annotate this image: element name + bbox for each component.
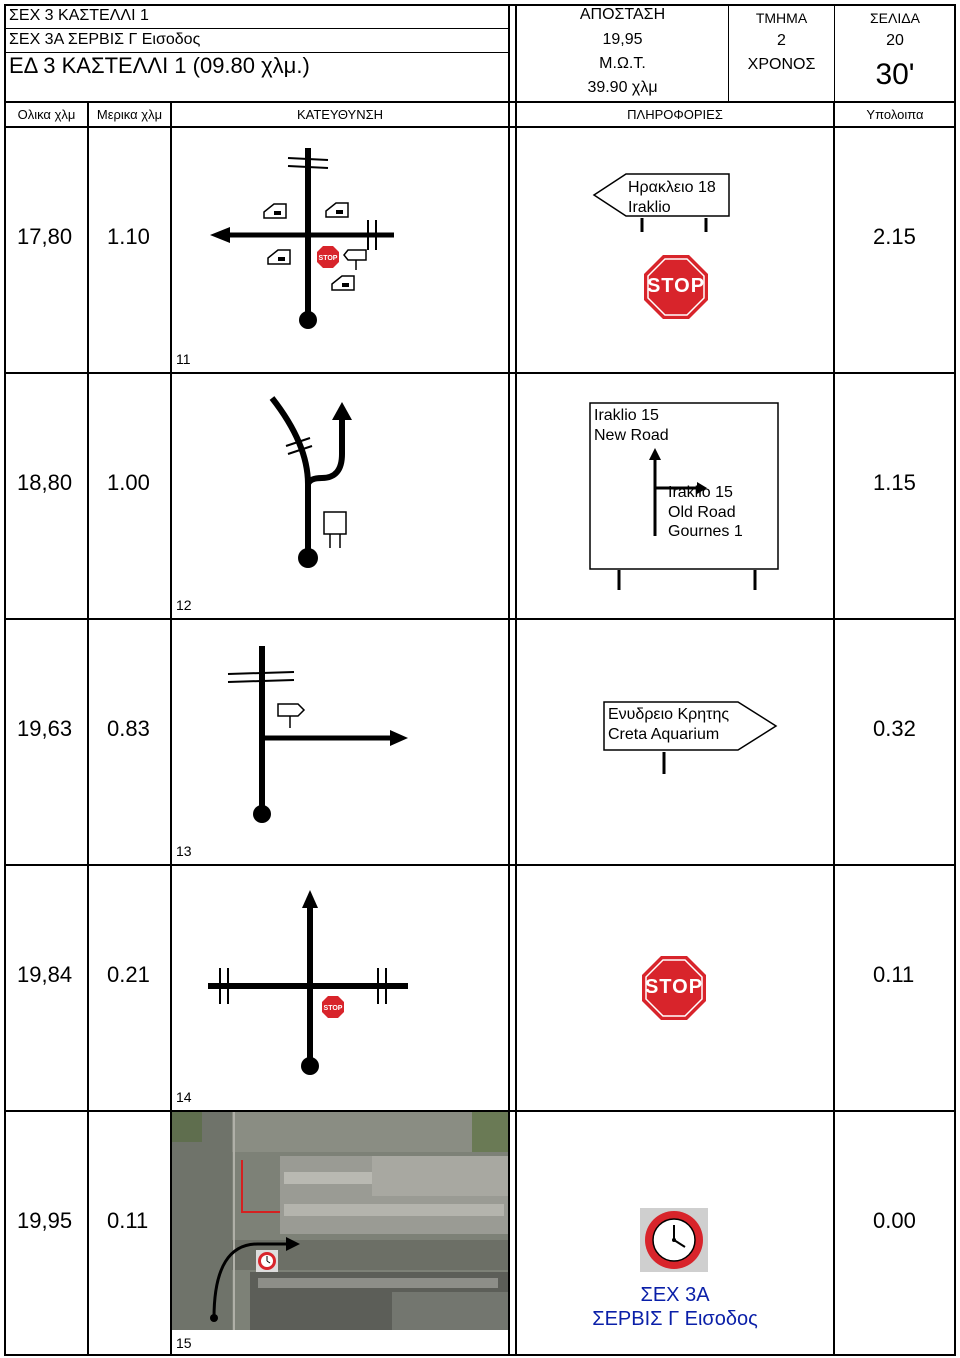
signpost-icon — [344, 250, 366, 270]
row-number: 11 — [176, 351, 191, 367]
total-km: 17,80 — [17, 224, 73, 249]
direction-diagram — [172, 866, 508, 1110]
distance-value: 19,95 — [602, 31, 643, 48]
total-km: 19,95 — [17, 1208, 73, 1233]
house-icon — [332, 276, 354, 290]
sign-text-line2: New Road — [594, 427, 669, 444]
page-value: 20 — [886, 32, 904, 49]
avg-value: 39.90 χλμ — [587, 79, 658, 96]
header-route-line1: ΣΕΧ 3 ΚΑΣΤΕΛΛΙ 1 — [9, 7, 149, 24]
sign-text-line1: Ηρακλειο 18 — [628, 179, 716, 196]
col-partial: Μερικα χλμ — [96, 107, 163, 122]
time-label: ΧΡΟΝΟΣ — [747, 56, 816, 73]
partial-km: 0.21 — [107, 962, 150, 987]
partial-km: 1.10 — [107, 224, 150, 249]
section-value: 2 — [777, 32, 786, 49]
partial-km: 0.83 — [107, 716, 150, 741]
sign-text-line1: Iraklio 15 — [594, 407, 659, 424]
signpost-icon — [278, 704, 304, 728]
house-icon — [268, 250, 290, 264]
sign-text-line3: Iraklio 15 — [668, 484, 733, 501]
remaining-km: 1.15 — [873, 470, 916, 495]
header-route-line3: ΕΔ 3 ΚΑΣΤΕΛΛΙ 1 (09.80 χλμ.) — [9, 53, 310, 78]
direction-diagram — [172, 374, 508, 618]
partial-km: 0.11 — [107, 1208, 149, 1233]
sign-text-line1: Ενυδρειο Κρητης — [608, 706, 730, 723]
remaining-km: 0.32 — [873, 716, 916, 741]
col-info: ΠΛΗΡΟΦΟΡΙΕΣ — [627, 107, 723, 122]
distance-label: ΑΠΟΣΤΑΣΗ — [579, 6, 666, 23]
stop-sign-icon — [322, 996, 344, 1018]
remaining-km: 0.11 — [873, 962, 915, 987]
time-value: 30' — [875, 58, 915, 91]
avg-label: Μ.Ω.Τ. — [599, 55, 646, 72]
stop-sign-label: STOP — [644, 976, 704, 998]
aerial-photo — [172, 1112, 508, 1330]
col-direction: ΚΑΤΕΥΘΥΝΣΗ — [296, 107, 384, 122]
row-number: 12 — [176, 597, 192, 613]
total-km: 19,84 — [17, 962, 73, 987]
stop-sign-label: STOP — [646, 275, 706, 297]
direction-diagram — [172, 128, 508, 372]
sign-text-line2: Iraklio — [628, 199, 671, 216]
house-icon — [264, 204, 286, 218]
total-km: 19,63 — [17, 716, 73, 741]
end-label-line1: ΣΕΧ 3Α — [640, 1284, 710, 1306]
row-number: 15 — [176, 1335, 192, 1351]
col-remaining: Υπολοιπα — [866, 107, 924, 122]
signpost-icon — [324, 512, 346, 548]
svg-text:STOP: STOP — [318, 255, 338, 262]
page-label: ΣΕΛΙΔΑ — [870, 10, 920, 26]
clock-icon — [640, 1208, 708, 1272]
sign-text-line2: Creta Aquarium — [608, 726, 720, 743]
col-total: Ολικα χλμ — [17, 107, 76, 122]
svg-text:STOP: STOP — [323, 1005, 343, 1012]
header-route-line2: ΣΕΧ 3Α ΣΕΡΒΙΣ Γ Εισοδος — [9, 31, 201, 48]
sign-text-line4: Old Road — [668, 504, 736, 521]
sign-text-line5: Gournes 1 — [668, 523, 743, 540]
direction-diagram — [172, 620, 508, 864]
house-icon — [326, 203, 348, 217]
partial-km: 1.00 — [107, 470, 150, 495]
row-number: 14 — [176, 1089, 192, 1105]
clock-icon — [256, 1250, 278, 1272]
remaining-km: 2.15 — [873, 224, 916, 249]
end-label-line2: ΣΕΡΒΙΣ Γ Εισοδος — [592, 1308, 758, 1330]
section-label: ΤΜΗΜΑ — [755, 10, 808, 26]
total-km: 18,80 — [17, 470, 73, 495]
stop-sign-icon — [317, 246, 339, 268]
row-number: 13 — [176, 843, 192, 859]
remaining-km: 0.00 — [873, 1208, 916, 1233]
